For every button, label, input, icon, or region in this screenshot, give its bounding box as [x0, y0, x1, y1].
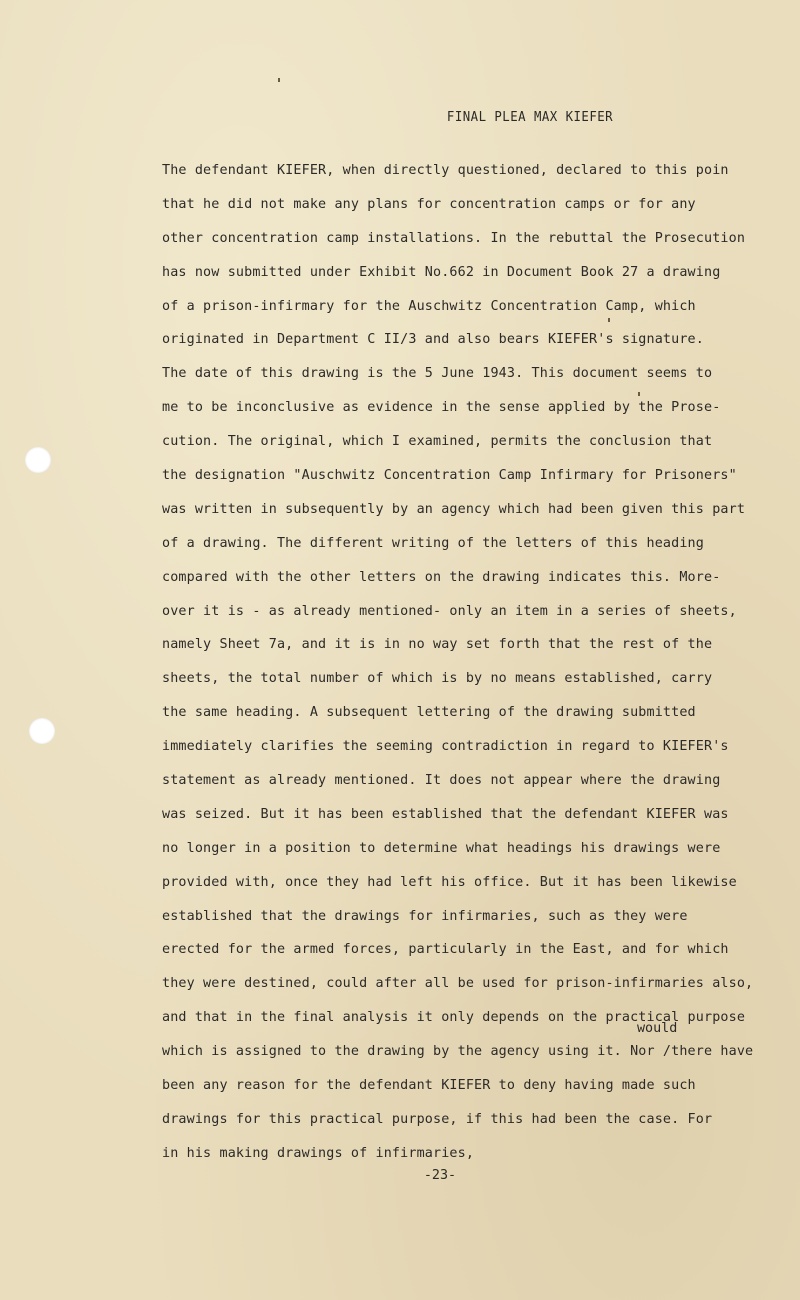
punch-hole-lower	[29, 718, 55, 744]
text-line: was written in subsequently by an agency which had been given this part	[162, 501, 746, 517]
text-line: they were destined, could after all be used for prison-infirmaries also,	[162, 976, 754, 992]
text-line: of a drawing. The different writing of the letters of this heading	[162, 535, 704, 551]
text-line: the same heading. A subsequent lettering of the drawing submitted	[162, 705, 696, 721]
text-line: originated in Department C II/3 and also bears KIEFER's signature.	[162, 332, 704, 348]
text-line: that he did not make any plans for concentration camps or for any	[162, 196, 696, 212]
body-text	[162, 160, 797, 1177]
text-line: drawings for this practical purpose, if this had been the case. For	[162, 1111, 713, 1127]
text-line: The date of this drawing is the 5 June 1943. This document seems to	[162, 366, 713, 382]
text-line: of a prison-infirmary for the Auschwitz Concentration Camp, which	[162, 298, 696, 314]
text-line: which is assigned to the drawing by the agency using it. Nor /there have	[162, 1044, 754, 1060]
text-line: sheets, the total number of which is by no means established, carry	[162, 671, 713, 687]
handwritten-insertion: would	[637, 1021, 678, 1036]
text-line: provided with, once they had left his office. But it has been likewise	[162, 874, 737, 890]
punch-hole-upper	[25, 447, 51, 473]
text-line: erected for the armed forces, particularly in the East, and for which	[162, 942, 729, 958]
text-line: me to be inconclusive as evidence in the sense applied by the Prose-	[162, 400, 721, 416]
text-line: cution. The original, which I examined, permits the conclusion that	[162, 434, 713, 450]
text-line: other concentration camp installations. In the rebuttal the Prosecution	[162, 230, 746, 246]
paper-mark	[278, 78, 280, 82]
document-title: FINAL PLEA MAX KIEFER	[446, 110, 614, 125]
text-line: in his making drawings of infirmaries,	[162, 1145, 475, 1161]
text-line: statement as already mentioned. It does not appear where the drawing	[162, 773, 721, 789]
text-line: established that the drawings for infirmaries, such as they were	[162, 908, 688, 924]
text-line: immediately clarifies the seeming contradiction in regard to KIEFER's	[162, 739, 729, 755]
text-line: over it is - as already mentioned- only an item in a series of sheets,	[162, 603, 737, 619]
text-line: The defendant KIEFER, when directly questioned, declared to this poin	[162, 163, 729, 178]
text-line: no longer in a position to determine what headings his drawings were	[162, 840, 721, 856]
text-line: was seized. But it has been established that the defendant KIEFER was	[162, 806, 729, 822]
text-line: compared with the other letters on the drawing indicates this. More-	[162, 569, 721, 585]
page-number: -23-	[423, 1168, 457, 1183]
text-line: namely Sheet 7a, and it is in no way set forth that the rest of the	[162, 637, 713, 653]
text-line: been any reason for the defendant KIEFER to deny having made such	[162, 1078, 696, 1094]
text-line: has now submitted under Exhibit No.662 in Document Book 27 a drawing	[162, 264, 721, 280]
text-line: the designation "Auschwitz Concentration Camp Infirmary for Prisoners"	[162, 468, 737, 484]
text-line: and that in the final analysis it only depends on the practical purpose	[162, 1010, 746, 1026]
